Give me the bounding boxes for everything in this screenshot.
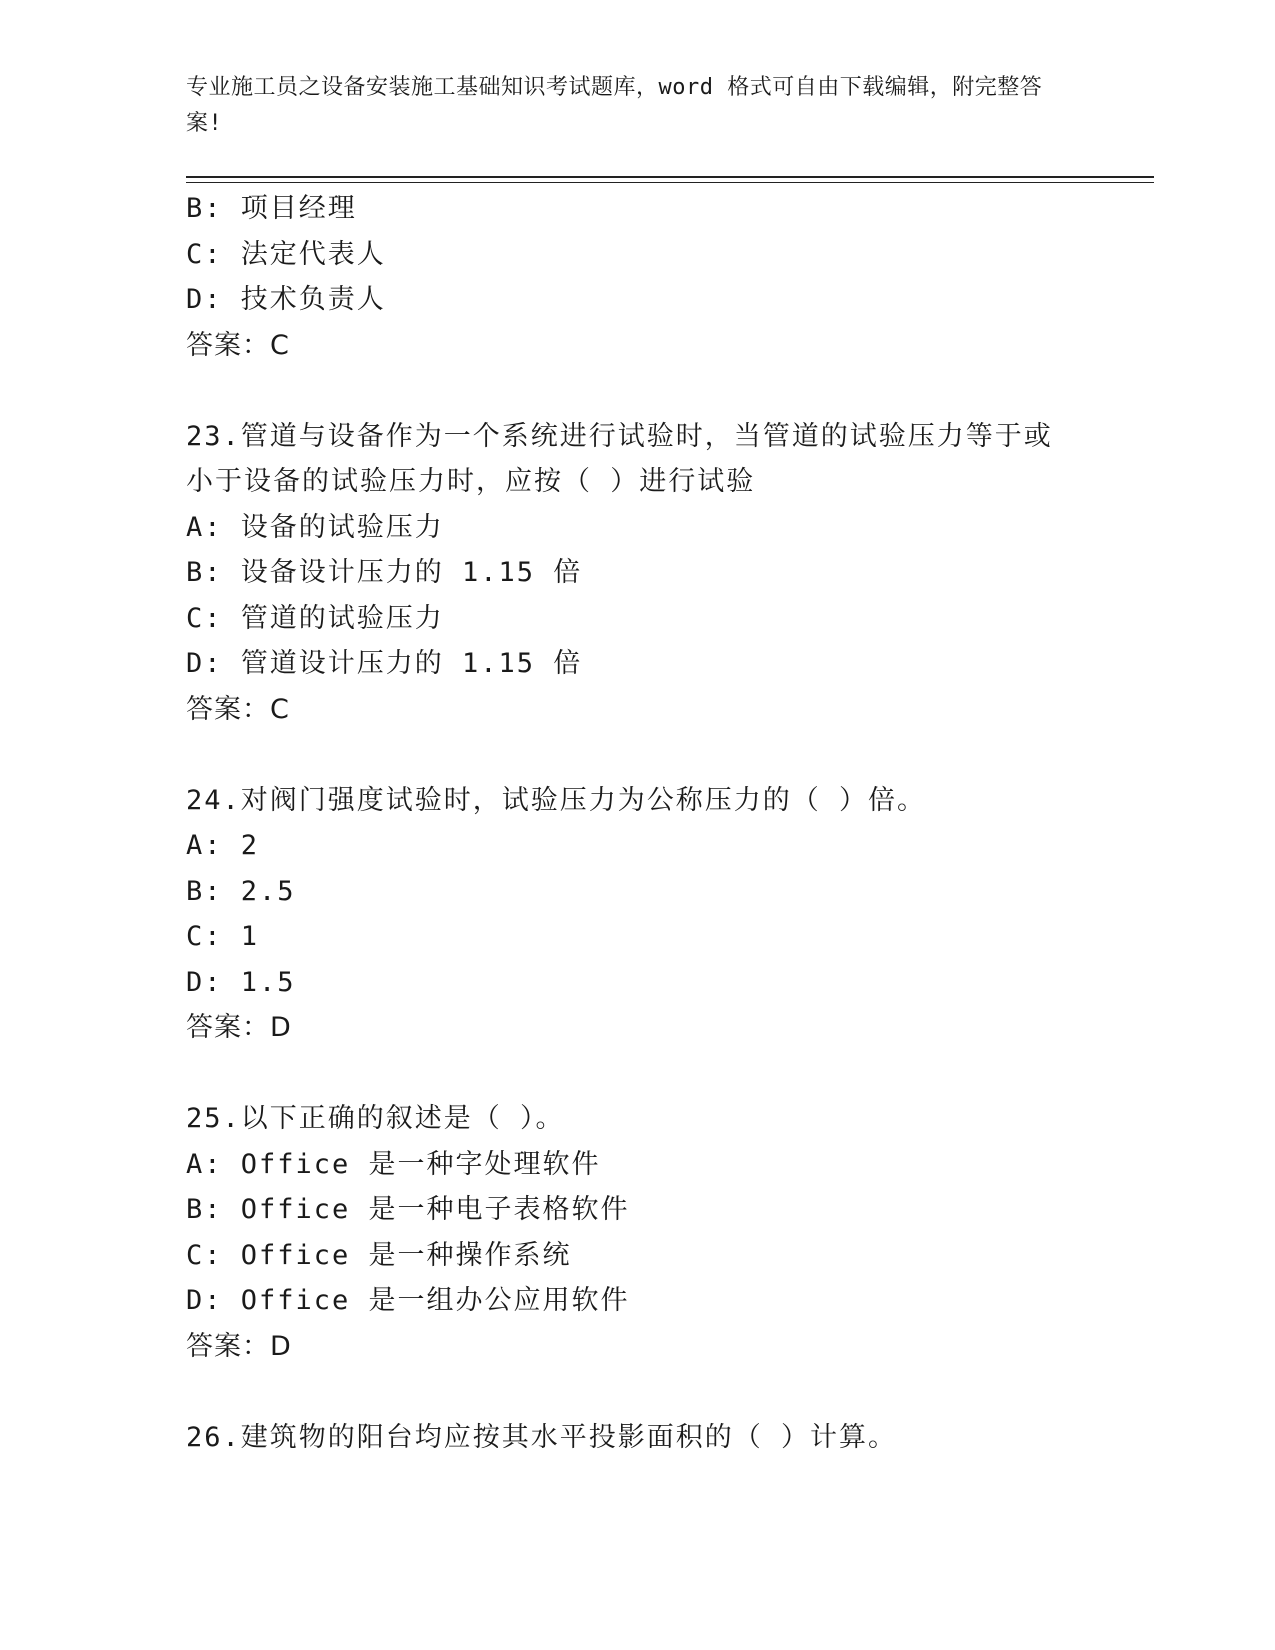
question-24 [186,778,1106,1051]
option-c: C: 1 [186,921,260,952]
option-b: B: Office 是一种电子表格软件 [186,1194,630,1225]
header-divider-thin [186,182,1154,183]
spacer [186,732,1106,778]
option-b: B: 设备设计压力的 1.15 倍 [186,557,583,588]
answer-line: 答案：D [186,1012,292,1043]
option-c: C: 管道的试验压力 [186,602,444,634]
question-text: 26.建筑物的阳台均应按其水平投影面积的（ ）计算。 [186,1421,898,1453]
option-c: C: Office 是一种操作系统 [186,1239,572,1271]
question-text: 23.管道与设备作为一个系统进行试验时，当管道的试验压力等于或小于设备的试验压力时，应按（ ）进行试验 [186,420,1053,497]
document-header: 专业施工员之设备安装施工基础知识考试题库，word 格式可自由下载编辑，附完整答案! [186,75,1043,136]
option-d: D: 管道设计压力的 1.15 倍 [186,648,583,679]
question-23 [186,414,1106,733]
question-26 [186,1415,1106,1461]
spacer [186,1051,1106,1097]
option-b: B: 2.5 [186,875,296,907]
spacer [186,1369,1106,1415]
spacer [186,368,1106,414]
header-divider-thick [186,176,1154,178]
option-b: B: 项目经理 [186,193,357,224]
option-d: D: 1.5 [186,966,296,998]
question-25 [186,1096,1106,1369]
question-text: 24.对阀门强度试验时，试验压力为公称压力的（ ）倍。 [186,784,927,816]
question-list [186,186,1106,1460]
option-c: C: 法定代表人 [186,238,386,270]
option-a: A: Office 是一种字处理软件 [186,1148,601,1180]
question-22-tail [186,186,1106,368]
option-d: D: Office 是一组办公应用软件 [186,1285,630,1316]
option-a: A: 2 [186,830,260,861]
question-text: 25.以下正确的叙述是（ ）。 [186,1103,565,1134]
answer-line: 答案：D [186,1330,292,1362]
answer-line: 答案：C [186,693,290,725]
option-d: D: 技术负责人 [186,284,386,315]
answer-line: 答案：C [186,329,290,361]
option-a: A: 设备的试验压力 [186,511,444,543]
